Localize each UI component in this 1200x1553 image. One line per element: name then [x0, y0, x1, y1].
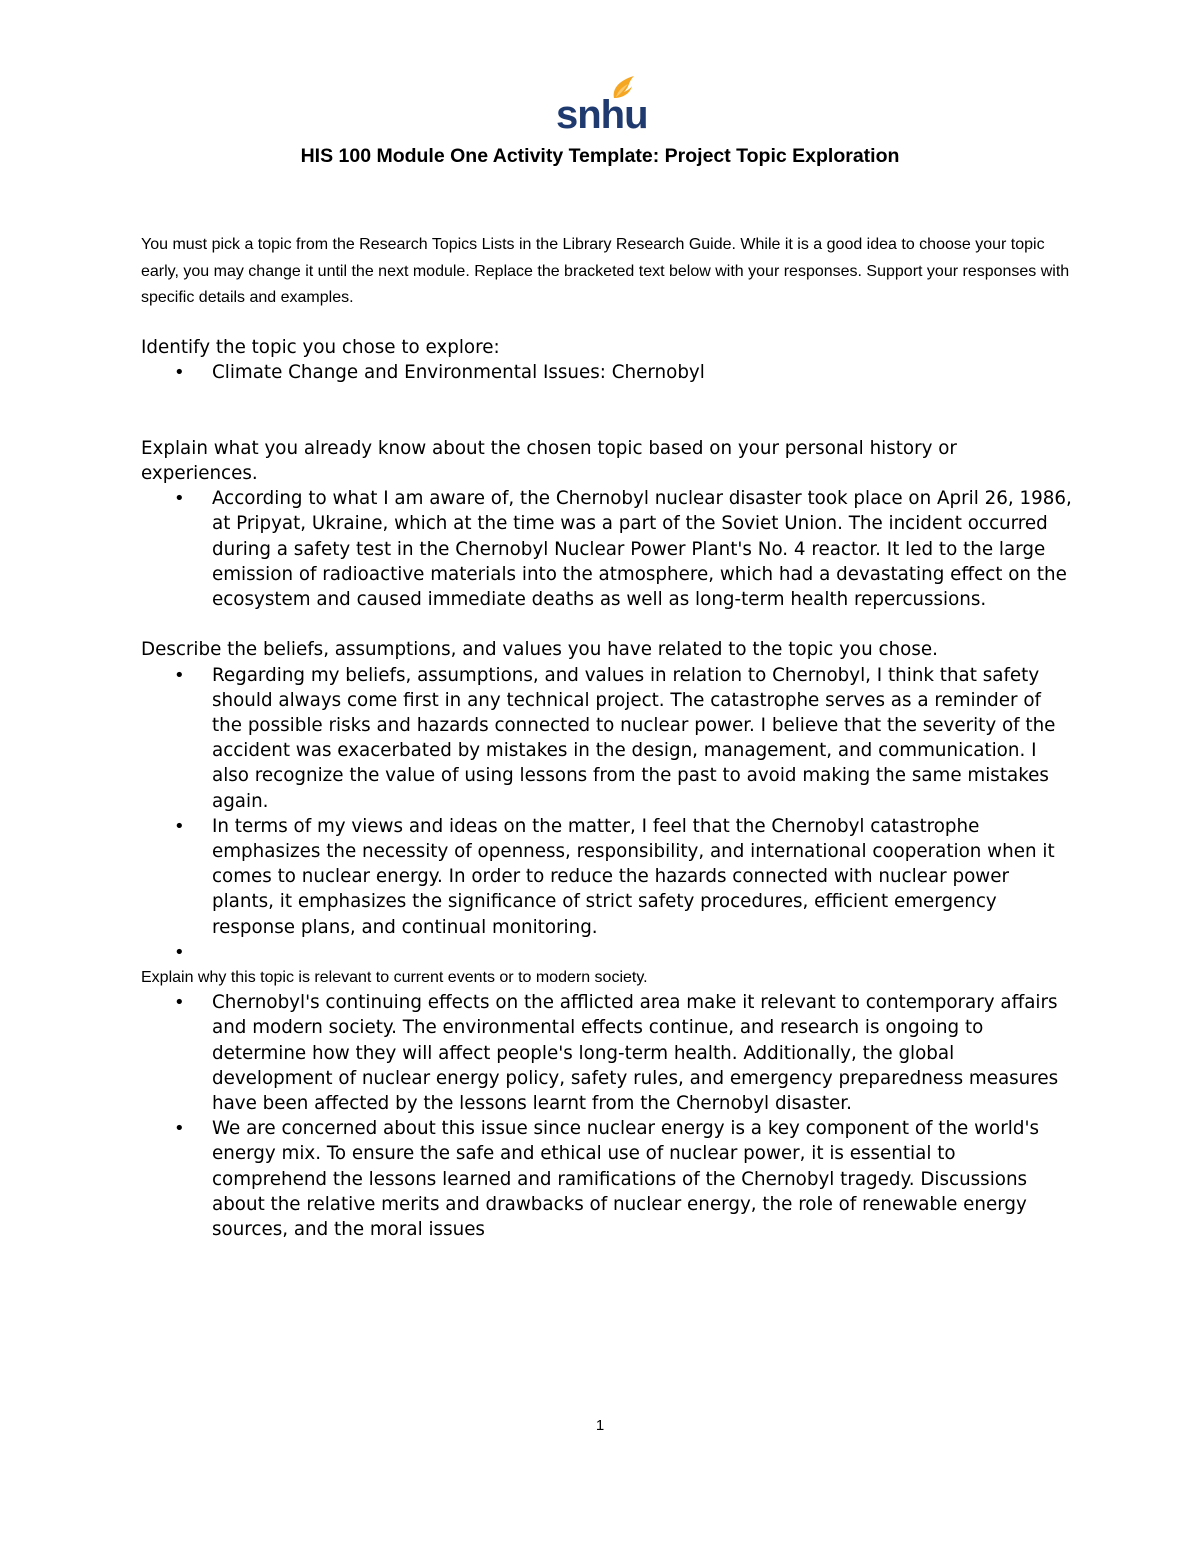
document-body	[141, 335, 1076, 1242]
bullet-icon: •	[174, 488, 185, 510]
list-item	[141, 486, 1076, 612]
question-prior-knowledge: Explain what you already know about the chosen topic based on your personal history or experiences.	[141, 437, 957, 484]
question-relevance: Explain why this topic is relevant to current events or to modern society.	[141, 969, 648, 987]
answer-list-relevance	[141, 990, 1076, 1242]
answer-list-beliefs	[141, 663, 1076, 965]
answer-text: In terms of my views and ideas on the matter, I feel that the Chernobyl catastrophe emphasizes the necessity of openness, responsibility, and international cooperation when it comes to nuclear energy. In order to reduce the hazards connected with nuclear power plants, it emphasizes the significance of strict safety procedures, efficient emergency response plans, and continual monitoring.	[212, 815, 1055, 938]
answer-text: Climate Change and Environmental Issues: Chernobyl	[212, 362, 705, 384]
spacer	[141, 385, 1076, 435]
page-number: 1	[595, 1417, 605, 1434]
bullet-icon: •	[174, 362, 185, 384]
list-item	[141, 814, 1076, 940]
list-item	[141, 360, 1076, 385]
answer-text: Regarding my beliefs, assumptions, and values in relation to Chernobyl, I think that safety should always come first in any technical project. The catastrophe serves as a reminder of the possible risks and hazards connected to nuclear power. I believe that the severity of the accident was exacerbated by mistakes in the design, management, and communication. I also recognize the value of using lessons from the past to avoid making the same mistakes again.	[212, 664, 1056, 812]
answer-list-topic	[141, 360, 1076, 385]
question-topic: Identify the topic you chose to explore:	[141, 337, 500, 358]
intro-paragraph: You must pick a topic from the Research Topics Lists in the Library Research Guide. While it is a good idea to choose your topic early, you may change it until the next module. Replace the bracketed text below with your responses. Support your responses with specific details and examples.	[141, 236, 1070, 306]
answer-text: Chernobyl's continuing effects on the afflicted area make it relevant to contemporary affairs and modern society. The environmental effects continue, and research is ongoing to determine how they will affect people's long-term health. Additionally, the global development of nuclear energy policy, safety rules, and emergency preparedness measures have been affected by the lessons learnt from the Chernobyl disaster.	[212, 992, 1059, 1115]
list-item-empty	[141, 940, 1076, 965]
bullet-icon: •	[174, 1118, 185, 1140]
bullet-icon: •	[174, 664, 185, 686]
page-title: HIS 100 Module One Activity Template: Project Topic Exploration	[300, 145, 900, 167]
bullet-icon: •	[174, 941, 185, 963]
snhu-logo-graphic	[556, 74, 648, 137]
bullet-icon: •	[174, 815, 185, 837]
answer-list-prior-knowledge	[141, 486, 1076, 612]
list-item	[141, 663, 1076, 814]
brand-wordmark: snhu	[556, 93, 648, 137]
list-item	[141, 1116, 1076, 1242]
spacer	[141, 612, 1076, 637]
question-beliefs: Describe the beliefs, assumptions, and values you have related to the topic you chose.	[141, 639, 938, 661]
answer-text: According to what I am aware of, the Chernobyl nuclear disaster took place on April 26, 1986, at Pripyat, Ukraine, which at the time was a part of the Soviet Union. The incident occurred during a safety test in the Chernobyl Nuclear Power Plant's No. 4 reactor. It led to the large emission of radioactive materials into the atmosphere, which had a devastating effect on the ecosystem and caused immediate deaths as well as long-term health repercussions.	[212, 488, 1072, 611]
bullet-icon: •	[174, 992, 185, 1014]
answer-text: We are concerned about this issue since nuclear energy is a key component of the world's energy mix. To ensure the safe and ethical use of nuclear power, it is essential to comprehend the lessons learned and ramifications of the Chernobyl tragedy. Discussions about the relative merits and drawbacks of nuclear energy, the role of renewable energy sources, and the moral issues	[212, 1118, 1039, 1241]
snhu-logo	[556, 74, 648, 137]
list-item	[141, 990, 1076, 1116]
